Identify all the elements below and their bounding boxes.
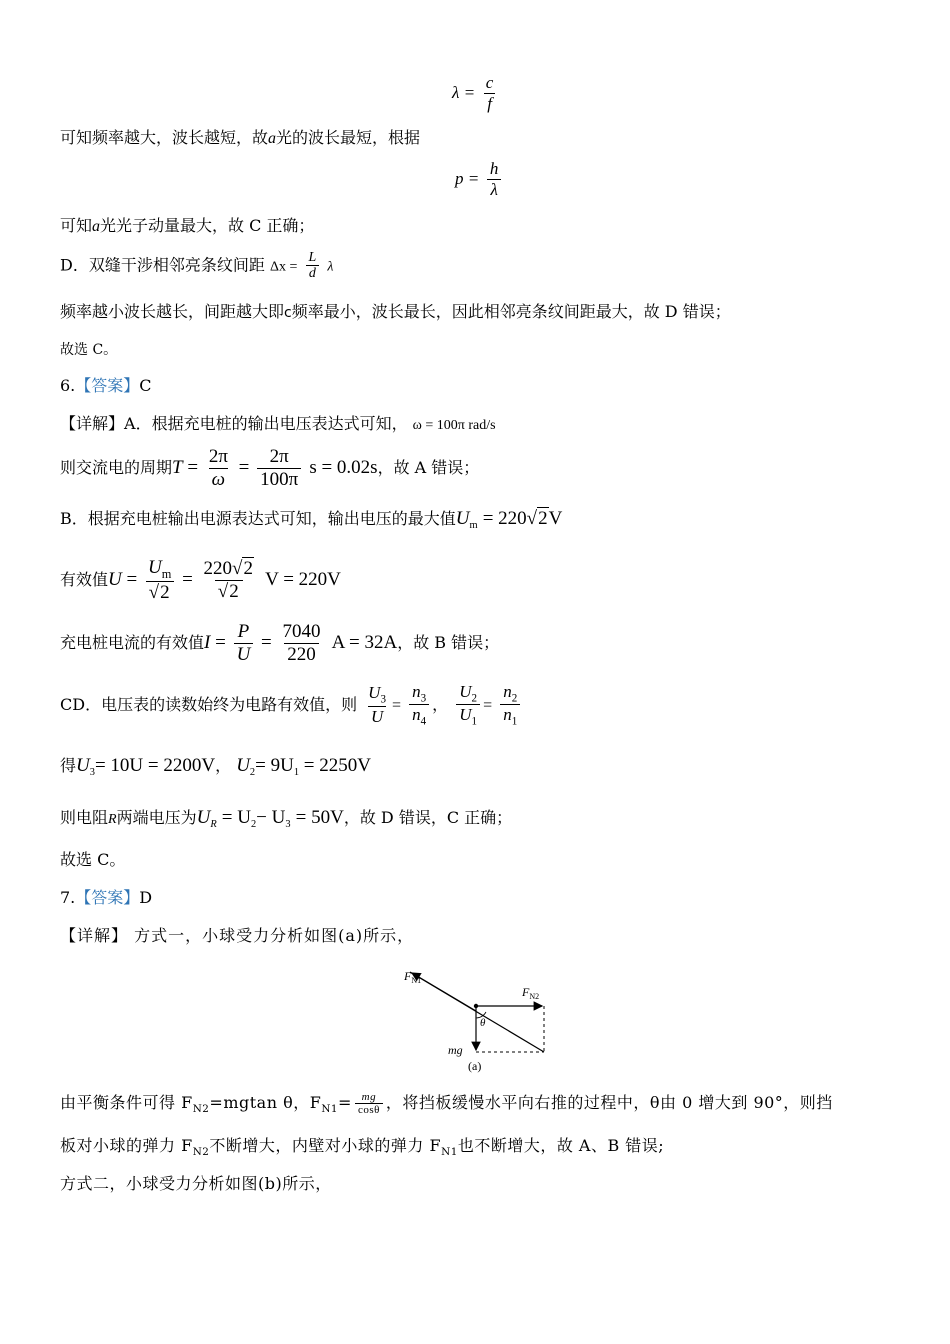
text-line: 【详解】 方式一，小球受力分析如图(a)所示， — [60, 926, 415, 945]
question-7-answer: 7.【答案】D — [60, 888, 153, 907]
text-line: 有效值U = $\frac{U_m}{√2}$ = $\frac{220√2}{√2}$ V = 220V — [60, 556, 341, 604]
text-line: B．根据充电桩输出电源表达式可知，输出电压的最大值$U_m = 220√2V$ — [60, 508, 563, 532]
text-line: 【详解】A．根据充电桩的输出电压表达式可知， ω = 100π rad/s — [60, 414, 496, 433]
svg-text:θ: θ — [480, 1017, 486, 1029]
question-6-answer: 6.【答案】C — [60, 376, 152, 395]
text-line: 可知频率越大，波长越短，故a光的波长最短，根据 — [60, 128, 421, 147]
svg-text:(a): (a) — [468, 1059, 482, 1073]
svg-text:FN2: $F_{N2}$ — [522, 985, 540, 1001]
text-line: 板对小球的弹力 $F_{N2}$不断增大，内壁对小球的弹力 $F_{N1}$也不断增大，故 A、B 错误; — [60, 1136, 665, 1159]
text-line: CD．电压表的读数始终为电路有效值，则 $\frac{U_3}{U}$ = $\frac{n_3}{n_4}$ ， $\frac{U_2}{U_1}$ = $\frac{n_2}{n_1}$ — [60, 680, 523, 731]
text-line: D．双缝干涉相邻亮条纹间距 Δx = $\frac{L}{d}$ λ — [60, 250, 334, 282]
force-diagram-a — [400, 958, 560, 1080]
text-line: 频率越小波长越长，间距越大即c频率最小，波长最长，因此相邻亮条纹间距最大，故 D 错误； — [60, 302, 731, 321]
force-arrow-fn1 — [412, 973, 476, 1011]
force-diagram-svg — [400, 958, 560, 1076]
text-line: 则交流电的周期T = $\frac{2\pi}{\omega}$ = $\frac{2\pi}{100\pi}$ s = 0.02s，故 A 错误； — [60, 445, 480, 490]
text-line: 故选 C。 — [60, 850, 126, 869]
text-line: 则电阻R两端电压为$U_R = U_2- U_3 = 50V$，故 D 错误，C 正确； — [60, 807, 513, 831]
text-line: 方式二，小球受力分析如图(b)所示， — [60, 1174, 332, 1193]
text-line: 由平衡条件可得 $F_{N2}=mgtan$ θ，$F_{N1}=$ $\frac{mg}{\cos\theta}$ ，将挡板缓慢水平向右推的过程中，θ由 0 增大到 90°，则挡 — [60, 1090, 833, 1116]
svg-text:mg: mg — [448, 1043, 463, 1057]
text-line: 可知a光光子动量最大，故 C 正确； — [60, 216, 315, 235]
text-line: 故选 C。 — [60, 342, 118, 358]
svg-text:FN1: $F_{N1}$ — [404, 969, 422, 985]
equation-wavelength: λ = $\frac{c}{f}$ — [452, 73, 494, 113]
text-line: 得$U_3= 10U = 2200V$， $U_2= 9U_1 = 2250V$ — [60, 755, 371, 779]
ball-dot — [474, 1004, 478, 1008]
text-line: 充电桩电流的有效值I = $\frac{P}{U}$ = $\frac{7040}{220}$ A = 32A，故 B 错误； — [60, 620, 500, 665]
equation-momentum: p = $\frac{h}{\lambda}$ — [455, 160, 504, 199]
